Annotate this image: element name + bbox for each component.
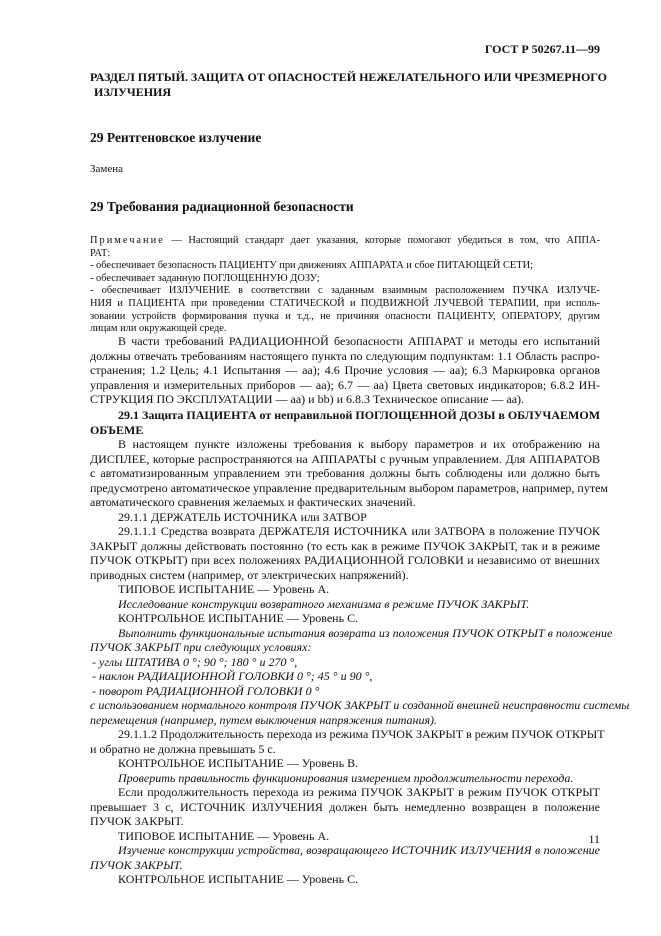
note-line: - обеспечивает заданную ПОГЛОЩЕННУЮ ДОЗУ; — [90, 272, 320, 284]
note-line: - обеспечивает ИЗЛУЧЕНИЕ в соответствии с заданным взаимным расположением ПУЧКА ИЗЛУЧЕ- — [90, 285, 600, 297]
note-line: РАТ: — [90, 247, 111, 259]
rule-line: ПУЧОК ЗАКРЫТ. — [90, 814, 184, 828]
note-line: НИЯ и ПАЦИЕНТА при проведении СТАТИЧЕСКОЙ и ПОДВИЖНОЙ ЛУЧЕВОЙ ТЕРАПИИ, при исполь- — [90, 297, 600, 309]
clause-29-1-1-2-line: 29.1.1.2 Продолжительность перехода из режима ПУЧОК ЗАКРЫТ в режим ПУЧОК ОТКРЫТ — [118, 727, 605, 741]
clause-29-replacement-text: Замена — [90, 163, 124, 175]
condition-item: - углы ШТАТИВА 0 °; 90 °; 180 ° и 270 °, — [92, 654, 298, 669]
type-test-description-cont: ПУЧОК ЗАКРЫТ. — [90, 857, 183, 872]
clause-29-heading-xray: 29 Рентгеновское излучение — [90, 130, 262, 145]
intro-line: В части требований РАДИАЦИОННОЙ безопасности АППАРАТ и методы его испытаний — [118, 334, 600, 348]
clause-29-1-1-1-line: приводных систем (например, от электрических напряжений). — [90, 567, 409, 582]
condition-item: - наклон РАДИАЦИОННОЙ ГОЛОВКИ 0 °; 45 ° и 90 °, — [92, 669, 373, 683]
clause-29-1-line: автоматического сравнения желаемых и фактических значений. — [90, 495, 416, 509]
intro-line: СТРУКЦИЯ ПО ЭКСПЛУАТАЦИИ — аа) и bb) и 6.8.3 Техническое описание — аа). — [90, 392, 525, 406]
control-test-description: Выполнить функциональные испытания возврата из положения ПУЧОК ОТКРЫТ в положение — [118, 625, 613, 640]
clause-29-1-1-2-line: и обратно не должна превышать 5 с. — [90, 741, 276, 756]
control-test-label: КОНТРОЛЬНОЕ ИСПЫТАНИЕ — Уровень В. — [118, 756, 359, 770]
type-test-label: ТИПОВОЕ ИСПЫТАНИЕ — Уровень А. — [118, 582, 330, 596]
intro-line: странения; 1.2 Цель; 4.1 Испытания — аа); 4.6 Прочие условия — аа); 6.3 Маркировка органов — [90, 363, 600, 377]
type-test-label: ТИПОВОЕ ИСПЫТАНИЕ — Уровень А. — [118, 828, 330, 843]
rule-line: превышает 3 с, ИСТОЧНИК ИЗЛУЧЕНИЯ должен быть немедленно возвращен в положение — [90, 799, 600, 814]
condition-item: - поворот РАДИАЦИОННОЙ ГОЛОВКИ 0 ° — [92, 683, 320, 698]
note-label: Примечание — [90, 235, 165, 246]
clause-29-1-title: 29.1 Защита ПАЦИЕНТА от неправильной ПОГЛОЩЕННОЙ ДОЗЫ в ОБЛУЧАЕМОМ — [118, 408, 601, 422]
intro-line: должны отвечать требованиям настоящего пункта по следующим подпунктам: 1.1 Область распро- — [90, 348, 600, 363]
clause-29-1-line: предусмотрено автоматическое управление предварительным выбором параметров, например, путем — [90, 480, 609, 495]
clause-29-1-1-1-line: ПУЧОК ОТКРЫТ) при всех положениях РАДИАЦИОННОЙ ГОЛОВКИ и независимо от внешних — [90, 553, 600, 567]
clause-29-1-line: В настоящем пункте изложены требования к выбору параметров и их отображению на — [118, 437, 600, 451]
control-test-label: КОНТРОЛЬНОЕ ИСПЫТАНИЕ — Уровень С. — [118, 872, 359, 886]
clause-29-1-1-title: 29.1.1 ДЕРЖАТЕЛЬ ИСТОЧНИКА или ЗАТВОР — [118, 509, 367, 524]
note-line: лицам или окружающей среде. — [90, 323, 227, 335]
type-test-description: Изучение конструкции устройства, возвращающего ИСТОЧНИК ИЗЛУЧЕНИЯ в положение — [118, 843, 600, 857]
clause-29-1-line: с автоматизированным управлением эти требования должны быть соблюдены или должно быть — [90, 466, 600, 480]
section-title — [90, 70, 605, 100]
section-title-line-2: ИЗЛУЧЕНИЯ — [94, 85, 172, 99]
clause-29-1 — [90, 408, 630, 887]
section-title-line-1: РАЗДЕЛ ПЯТЫЙ. ЗАЩИТА ОТ ОПАСНОСТЕЙ НЕЖЕЛАТЕЛЬНОГО ИЛИ ЧРЕЗМЕРНОГО — [90, 70, 607, 84]
clause-29-1-title-cont: ОБЪЕМЕ — [90, 422, 144, 437]
rule-line: Если продолжительность перехода из режима ПУЧОК ЗАКРЫТ в режим ПУЧОК ОТКРЫТ — [118, 785, 600, 799]
clause-29-heading-safety: 29 Требования радиационной безопасности — [90, 199, 354, 214]
note-line: Примечание — Настоящий стандарт дает указания, которые помогают убедиться в том, что АППА- — [90, 235, 600, 246]
control-test-description-cont: ПУЧОК ЗАКРЫТ при следующих условиях: — [90, 640, 312, 654]
note-line: зовании устройств формирования пучка и т.д., не причиняя опасности ПАЦИЕНТУ, ОПЕРАТОРУ, другим — [90, 310, 600, 322]
note-block — [90, 235, 600, 336]
after-conditions-line: перемещения (например, путем выключения напряжения питания). — [90, 712, 438, 727]
intro-line: управления и измерительных приборов — аа); 6.7 — аа) Цвета световых индикаторов; 6.8.2 ИН- — [90, 377, 600, 392]
after-conditions-line: с использованием нормального контроля ПУЧОК ЗАКРЫТ и созданной внешней неисправности системы — [90, 698, 630, 712]
intro-paragraph — [90, 334, 600, 407]
page-number: 11 — [588, 832, 600, 846]
control-test-label: КОНТРОЛЬНОЕ ИСПЫТАНИЕ — Уровень С. — [118, 611, 359, 625]
clause-29-1-line: ДИСПЛЕЕ, которые распространяются на АППАРАТЫ с ручным управлением. Для АППАРАТОВ — [90, 451, 600, 466]
clause-29-1-1-1-line: ЗАКРЫТ должны действовать постоянно (то есть как в режиме ПУЧОК ЗАКРЫТ, так и в режиме — [90, 538, 600, 553]
type-test-description: Исследование конструкции возвратного механизма в режиме ПУЧОК ЗАКРЫТ. — [118, 596, 530, 611]
standard-header: ГОСТ Р 50267.11—99 — [484, 42, 600, 56]
note-line: - обеспечивает безопасность ПАЦИЕНТУ при движениях АППАРАТА и сбое ПИТАЮЩЕЙ СЕТИ; — [90, 260, 533, 272]
clause-29-1-1-1-line: 29.1.1.1 Средства возврата ДЕРЖАТЕЛЯ ИСТОЧНИКА или ЗАТВОРА в положение ПУЧОК — [118, 524, 600, 538]
control-test-description: Проверить правильность функционирования измерением продолжительности перехода. — [118, 770, 574, 785]
